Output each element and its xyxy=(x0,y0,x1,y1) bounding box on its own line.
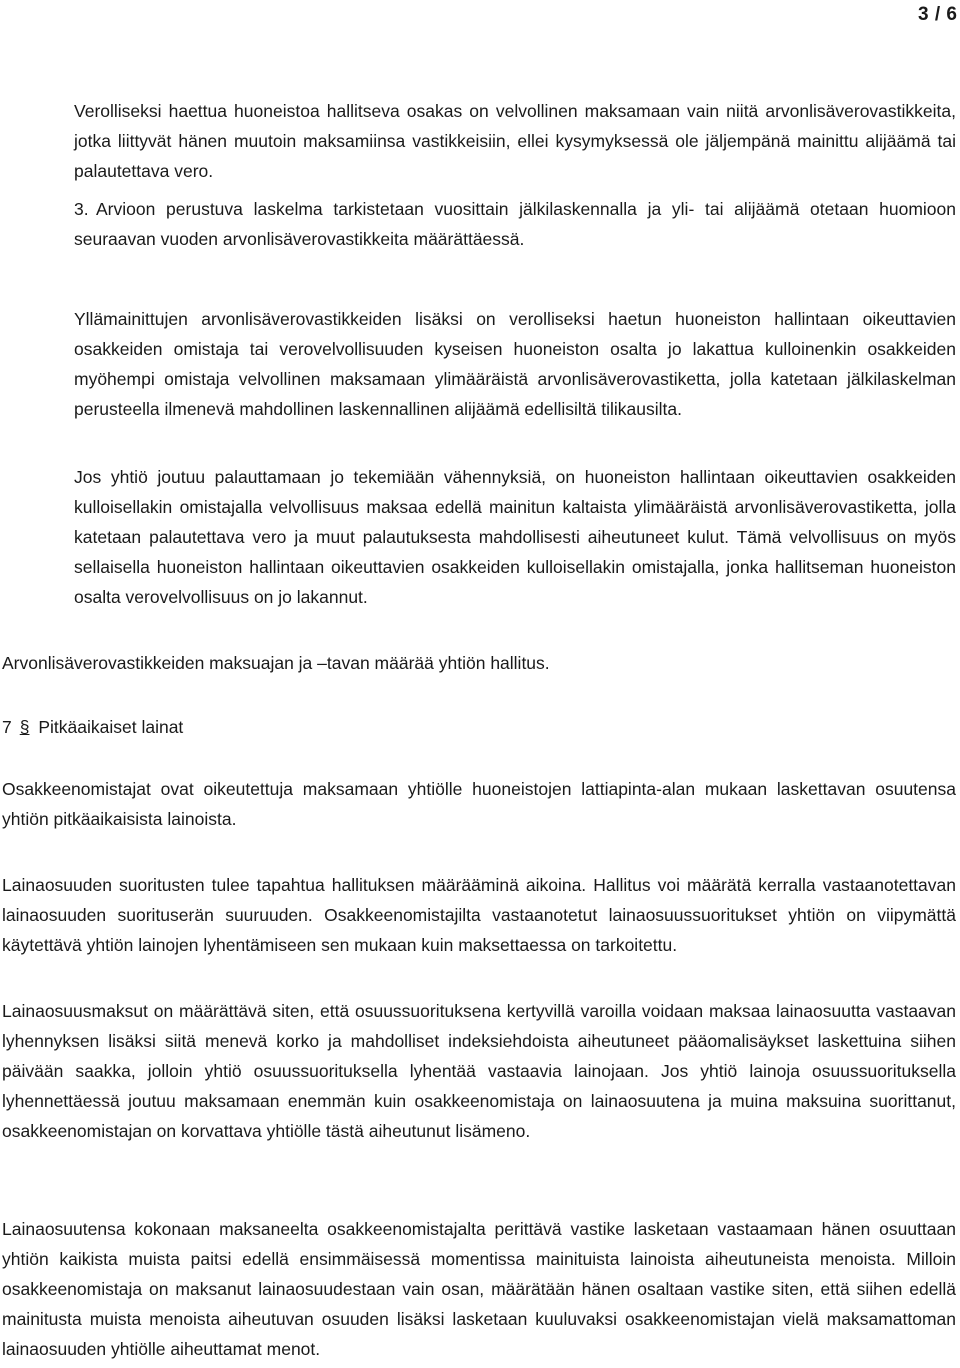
paragraph-loan-payments: Lainaosuuden suoritusten tulee tapahtua hallituksen määrääminä aikoina. Hallitus voi määrätä kerralla vastaanotettavan lainaosuuden suorituserän suuruuden. Osakkeenomistajilta vastaanotetut lainaosuussuoritukset yhtiön on viipymättä käytettävä yhtiön lainojen lyhentämiseen sen mukaan kuin maksettaessa on tarkoitettu. xyxy=(2,875,956,955)
list-item-text: Arvioon perustuva laskelma tarkistetaan vuosittain jälkilaskennalla ja yli- tai alijäämä otetaan huomioon seuraavan vuoden arvonlisäverovastikkeita määrättäessä. xyxy=(74,199,956,249)
paragraph-deduction-refund: Jos yhtiö joutuu palauttamaan jo tekemiään vähennyksiä, on huoneiston hallintaan oikeuttavien osakkeiden kulloisellakin omistajalla velvollisuus maksaa edellä mainitun kaltaista ylimääräistä arvonlisäverovastiketta, jolla katetaan palautettava vero ja muut palautuksesta mahdollisesti aiheutuneet kulut. Tämä velvollisuus on myös sellaisella huoneiston hallintaan oikeuttavien osakkeiden kulloisellakin omistajalla, jonka hallitseman huoneiston osalta verovelvollisuus on jo lakannut. xyxy=(74,467,956,607)
paragraph-payment-terms: Arvonlisäverovastikkeiden maksuajan ja –tavan määrää yhtiön hallitus. xyxy=(2,653,550,673)
paragraph-loan-shares: Osakkeenomistajat ovat oikeutettuja maksamaan yhtiölle huoneistojen lattiapinta-alan mukaan laskettavan osuutensa yhtiön pitkäaikaisista lainoista. xyxy=(2,779,956,829)
list-item-number: 3. xyxy=(74,199,89,219)
section-number: 7 xyxy=(2,717,12,737)
paragraph-loan-fees: Lainaosuusmaksut on määrättävä siten, että osuussuorituksena kertyvillä varoilla voidaan maksaa lainaosuutta vastaavan lyhennyksen lisäksi siitä menevä korko ja mahdolliset indeksiehdoista aiheutuneet pääomalisäykset laskettuina siihen päivään saakka, jolloin yhtiö osuussuorituksella lyhentää vastaavia lainojaan. Jos yhtiö lainoja osuussuorituksella lyhennettäessä joutuu maksamaan enemmän kuin osakkeenomistaja on lainaosuutena ja muina maksuina suorittanut, osakkeenomistajan on korvattava yhtiölle tästä aiheutunut lisämeno. xyxy=(2,1001,956,1141)
paragraph-vat-liability: Verolliseksi haettua huoneistoa hallitseva osakas on velvollinen maksamaan vain niitä arvonlisäverovastikkeita, jotka liittyvät hänen muutoin maksamiinsa vastikkeisiin, ellei kysymyksessä ole jäljempänä mainittu alijäämä tai palautettava vero. xyxy=(74,101,956,181)
page-number: 3 / 6 xyxy=(918,4,958,25)
paragraph-paid-shares: Lainaosuutensa kokonaan maksaneelta osakkeenomistajalta perittävä vastike lasketaan vastaamaan hänen osuuttaan yhtiön kaikista muista paitsi edellä ensimmäisessä momentissa mainituista lainoista aiheutuneista menoista. Milloin osakkeenomistaja on maksanut lainaosuudestaan vain osan, määrätään hänen osaltaan vastike siten, että siihen edellä mainitusta muista menoista aiheutuvan osuuden lisäksi lasketaan kuuluvaksi osakkeenomistajan vielä maksamattoman lainaosuuden yhtiölle aiheuttamat menot. xyxy=(2,1219,956,1359)
paragraph-extra-vat-charge: Yllämainittujen arvonlisäverovastikkeiden lisäksi on verolliseksi haetun huoneiston hallintaan oikeuttavien osakkeiden omistaja tai verovelvollisuuden kyseisen huoneiston osalta jo lakattua kulloinenkin osakkeiden myöhempi omistaja velvollinen maksamaan ylimääräistä arvonlisäverovastiketta, jolla katetaan jälkilaskelman perusteella ilmenevä mahdollinen laskennallinen alijäämä edellisiltä tilikausilta. xyxy=(74,309,956,419)
section-title: Pitkäaikaiset lainat xyxy=(38,717,184,737)
section-heading xyxy=(2,712,183,742)
section-sign: § xyxy=(19,717,30,737)
list-item-3 xyxy=(74,194,956,254)
